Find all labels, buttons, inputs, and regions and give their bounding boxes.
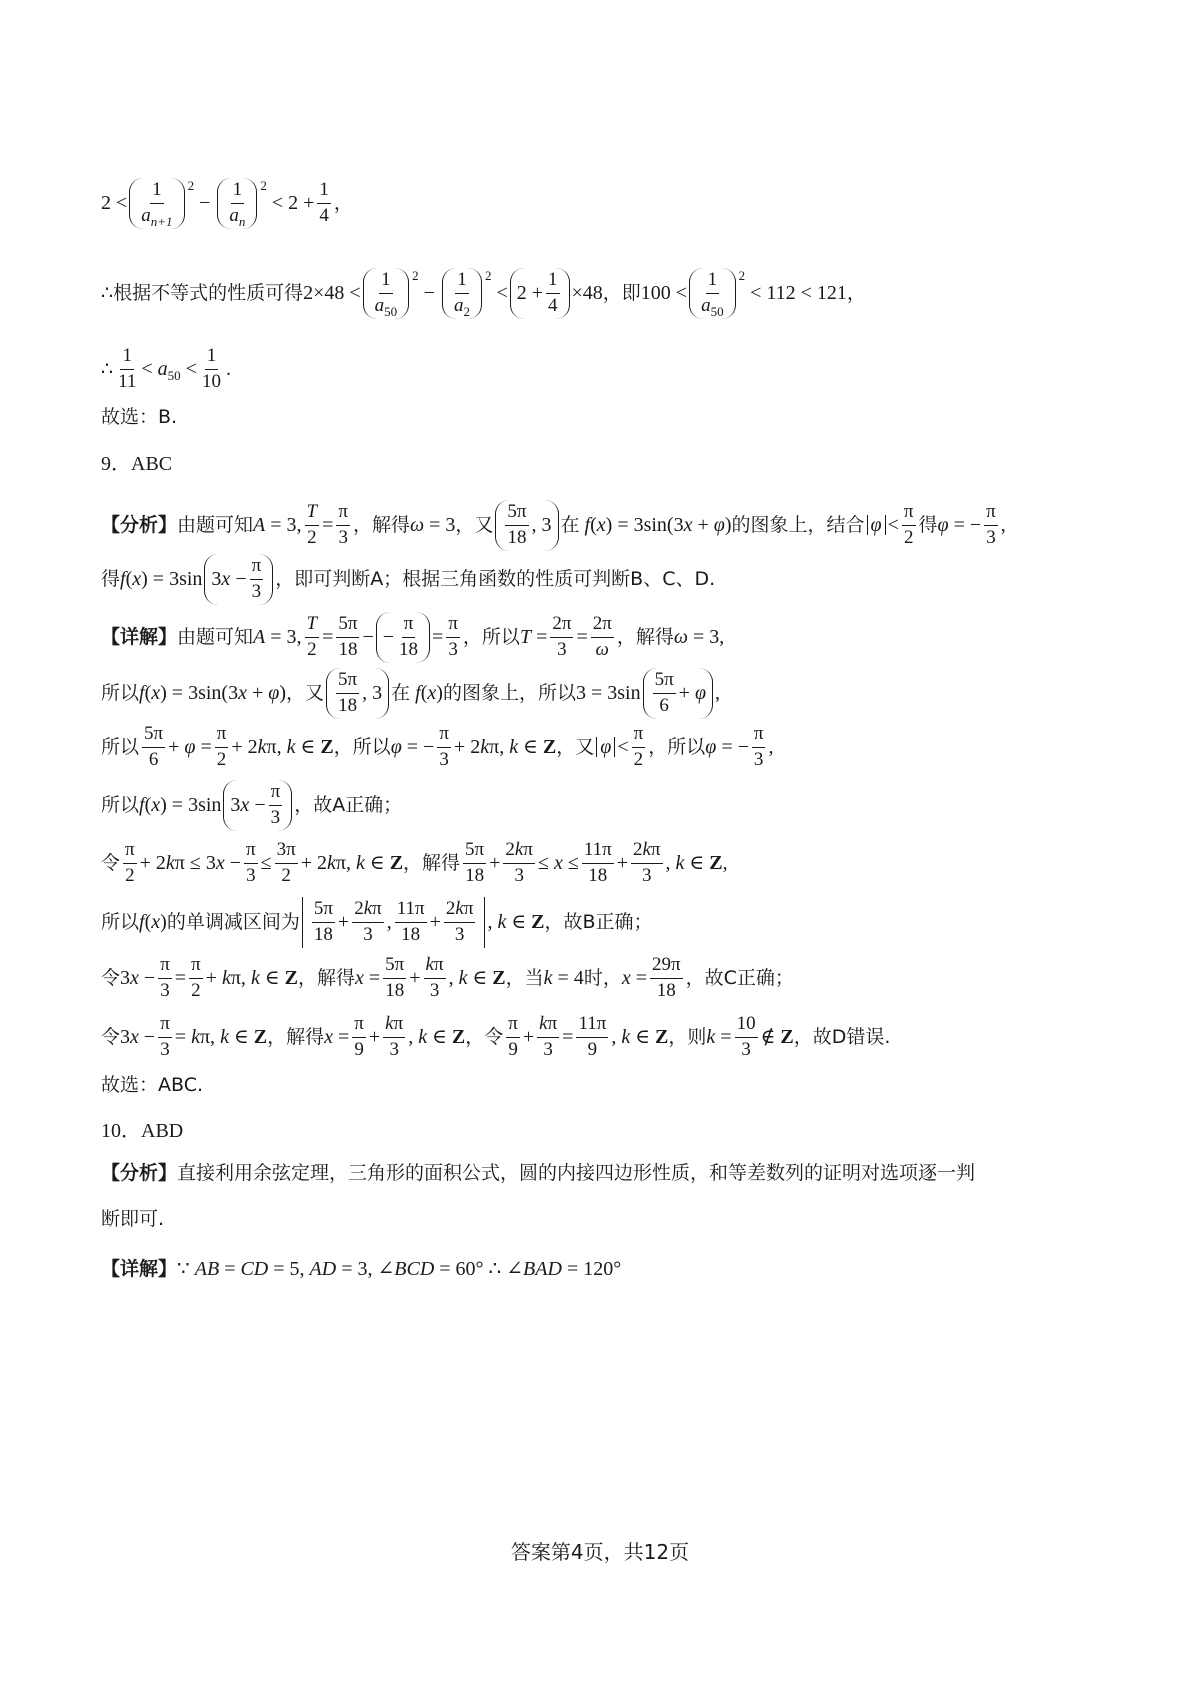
inequality-line-3: ∴ $\frac{1}{11}$ < $a_{50}$ < $\frac{1}{10}$ . bbox=[101, 345, 231, 392]
text-segment: 令 bbox=[101, 1025, 121, 1048]
text-segment: ，故A正确； bbox=[294, 793, 403, 816]
line-2-prefix: ∴根据不等式的性质可得 bbox=[101, 281, 304, 304]
text-segment: ，解得 bbox=[403, 851, 461, 874]
q9-detail-line-8: 令 3x − $\frac{\pi}{3}$ = kπ, k ∈ Z ，解得 x = $\frac{\pi}{9}$ + $\frac{k\pi}{3}$ , k ∈ Z ，令 $\frac{\pi}{9}$ + $\frac{k\pi}{3}$ = $\frac{11\pi}{9}$ , k ∈ Z ，则 k = $\frac{10}{3}$ ∉ Z ，故D错误. bbox=[101, 1013, 891, 1060]
line-1-tail: ， bbox=[333, 191, 353, 214]
text-segment: ，解得 bbox=[616, 625, 674, 648]
line-2-tail: ， bbox=[846, 281, 866, 304]
text-segment: 在 bbox=[391, 681, 411, 704]
therefore-symbol: ∴ bbox=[488, 1258, 502, 1280]
q10-detail-line-1: 【详解】 ∵ AB = CD = 5, AD = 3, ∠BCD = 60° ∴ ∠BAD = 120° bbox=[101, 1257, 622, 1280]
text-segment: ，解得 bbox=[267, 1025, 325, 1048]
text-segment: 所以 bbox=[101, 910, 140, 933]
detail-tag: 【详解】 bbox=[101, 1257, 178, 1280]
text-segment: 得 bbox=[918, 513, 938, 536]
text-segment: ，故C正确； bbox=[685, 966, 794, 989]
page-footer: 答案第4页，共12页 bbox=[510, 1540, 690, 1564]
answer-line-q9: 故选：ABC. bbox=[101, 1074, 204, 1096]
text-segment: 令 bbox=[101, 966, 121, 989]
text-segment: ，所以 bbox=[648, 735, 706, 758]
text-segment: 所以 bbox=[101, 793, 140, 816]
q10-analysis-line-2: 断即可. bbox=[101, 1208, 165, 1230]
text-segment: 所以 bbox=[101, 735, 140, 758]
text-segment: 所以 bbox=[101, 681, 140, 704]
text-segment: ，所以 bbox=[462, 625, 520, 648]
q9-detail-line-1: 【详解】 由题可知 A = 3, $\frac{T}{2}$ = $\frac{5\pi}{18}$ − − $\frac{\pi}{18}$ = $\frac{\pi}{3}$ ，所以 T = $\frac{2\pi}{3}$ = $\frac{2\pi}{\omega}$ ，解得 ω = 3, bbox=[101, 612, 724, 663]
text-segment: 令 bbox=[101, 851, 121, 874]
q10-analysis-line-1 bbox=[101, 1164, 975, 1183]
text-segment: ，所以 bbox=[333, 735, 391, 758]
text-segment: 由题可知 bbox=[177, 513, 254, 536]
text-segment: 时， bbox=[583, 966, 622, 989]
inequality-line-2: ∴根据不等式的性质可得 2×48 < $\frac{1}{a_{50}}$ $^2$ − $\frac{1}{a_2}$ $^2$ < 2 + $\frac{1}{4}$ ×48 ，即 100 < $\frac{1}{a_{50}}$ $^2$ < 112 < 121 ， bbox=[101, 267, 866, 319]
q9-detail-line-7: 令 3x − $\frac{\pi}{3}$ = $\frac{\pi}{2}$ + kπ, k ∈ Z ，解得 x = $\frac{5\pi}{18}$ + $\frac{k\pi}{3}$ , k ∈ Z ，当 k = 4 时， x = $\frac{29\pi}{18}$ ，故C正确； bbox=[101, 954, 794, 1001]
because-symbol: ∵ bbox=[177, 1258, 190, 1280]
text-segment: ，故B正确； bbox=[544, 910, 653, 933]
q9-analysis-line-1: 【分析】 由题可知 A = 3, $\frac{T}{2}$ = $\frac{\pi}{3}$ ，解得 ω = 3 ，又 $\frac{5\pi}{18}$ , 3 在 f(x) = 3sin(3x + φ) 的图象上，结合 φ < $\frac{\pi}{2}$ 得 φ = − $\frac{\pi}{3}$ , bbox=[101, 500, 1006, 551]
text-segment: ，又 bbox=[556, 735, 595, 758]
inequality-line-1: 2 < $\frac{1}{a_{n+1}}$ $^2$ − $\frac{1}{a_n}$ $^2$ < 2 + $\frac{1}{4}$ ， bbox=[101, 177, 353, 229]
q9-detail-line-4: 所以 f(x) = 3sin 3x − $\frac{\pi}{3}$ ，故A正确； bbox=[101, 780, 402, 831]
analysis-tag: 【分析】 bbox=[101, 1162, 178, 1184]
q9-detail-line-3: 所以 $\frac{5\pi}{6}$ + φ = $\frac{\pi}{2}$ + 2kπ, k ∈ Z ，所以 φ = − $\frac{\pi}{3}$ + 2kπ, k ∈ Z ，又 φ < $\frac{\pi}{2}$ ，所以 φ = − $\frac{\pi}{3}$ , bbox=[101, 723, 774, 770]
q9-detail-line-2: 所以 f(x) = 3sin(3x + φ) ，又 $\frac{5\pi}{18}$ , 3 在 f(x) 的图象上，所以 3 = 3sin $\frac{5\pi}{6}$ + φ , bbox=[101, 668, 720, 719]
text-segment: 直接利用余弦定理，三角形的面积公式，圆的内接四边形性质，和等差数列的证明对选项逐一判 bbox=[177, 1162, 976, 1184]
text-segment: ，令 bbox=[465, 1025, 504, 1048]
text-segment: ，当 bbox=[505, 966, 544, 989]
text-segment: 的图象上，结合 bbox=[731, 513, 865, 536]
question-10-header: 10．ABD bbox=[101, 1120, 184, 1142]
text-segment: 由题可知 bbox=[177, 625, 254, 648]
text-segment: ，解得 bbox=[352, 513, 410, 536]
text-segment: ，又 bbox=[455, 513, 494, 536]
answer-line-q8: 故选：B. bbox=[101, 406, 178, 428]
text-segment: 的单调减区间为 bbox=[166, 910, 300, 933]
text-segment: ，又 bbox=[286, 681, 325, 704]
analysis-tag: 【分析】 bbox=[101, 513, 178, 536]
line-3-prefix: ∴ bbox=[101, 357, 114, 380]
detail-tag: 【详解】 bbox=[101, 625, 178, 648]
q9-analysis-line-2: 得 f(x) = 3sin 3x − $\frac{\pi}{3}$ ，即可判断A；根据三角函数的性质可判断B、C、D. bbox=[101, 554, 715, 605]
text-segment: ，故D错误. bbox=[793, 1025, 891, 1048]
q9-detail-line-5: 令 $\frac{\pi}{2}$ + 2kπ ≤ 3x − $\frac{\pi}{3}$ ≤ $\frac{3\pi}{2}$ + 2kπ, k ∈ Z ，解得 $\frac{5\pi}{18}$ + $\frac{2k\pi}{3}$ ≤ x ≤ $\frac{11\pi}{18}$ + $\frac{2k\pi}{3}$ , k ∈ Z, bbox=[101, 839, 728, 886]
line-3-tail: . bbox=[225, 358, 231, 381]
text-segment: ，解得 bbox=[297, 966, 355, 989]
text-segment: ，则 bbox=[668, 1025, 707, 1048]
text-segment: 的图象上，所以 bbox=[442, 681, 576, 704]
text-segment: 在 bbox=[560, 513, 580, 536]
text-segment: ，即可判断A；根据三角函数的性质可判断B、C、D. bbox=[275, 567, 716, 590]
question-9-header: 9．ABC bbox=[101, 453, 173, 475]
line-2-mid: ，即 bbox=[602, 281, 641, 304]
text-segment: 得 bbox=[101, 567, 121, 590]
q9-detail-line-6: 所以 f(x) 的单调减区间为 $\frac{5\pi}{18}$ + $\frac{2k\pi}{3}$ , $\frac{11\pi}{18}$ + $\frac{2k\pi}{3}$ , k ∈ Z ，故B正确； bbox=[101, 897, 653, 948]
